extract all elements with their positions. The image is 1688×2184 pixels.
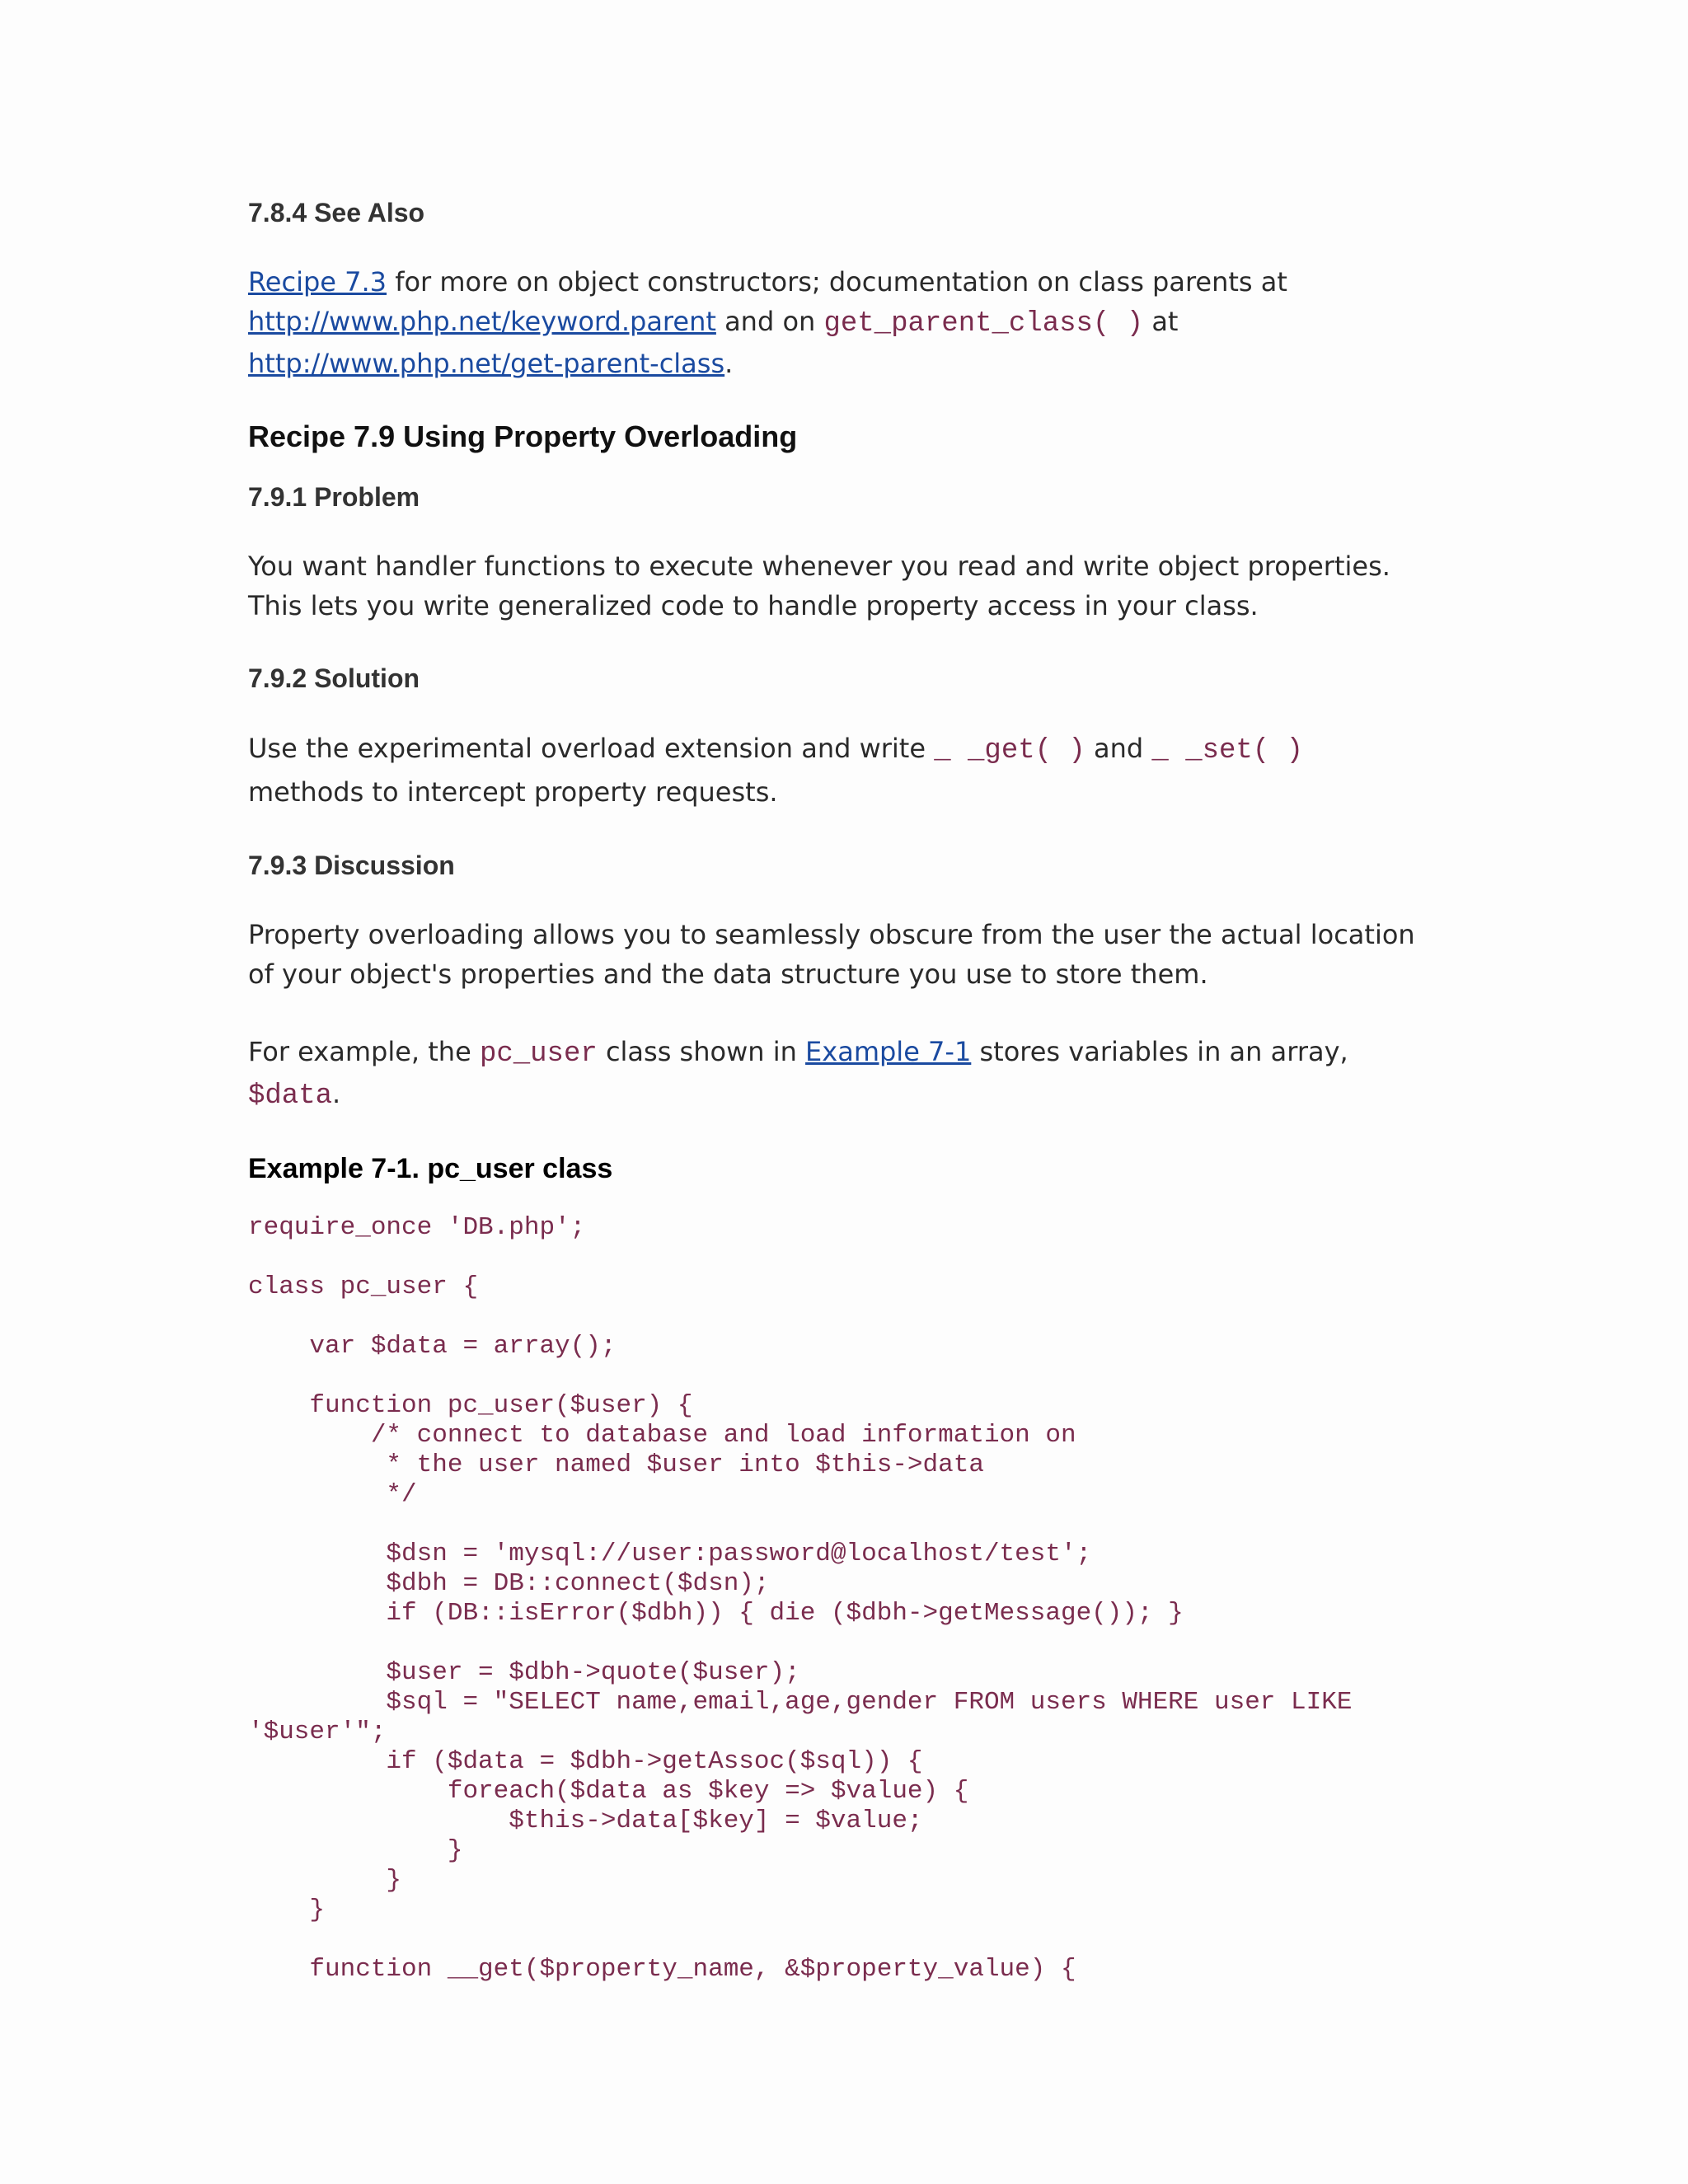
- solution-text-3: methods to intercept property requests.: [248, 776, 778, 808]
- data-variable-code: $data: [248, 1080, 333, 1112]
- problem-paragraph: You want handler functions to execute whenever you read and write object properties. This lets you write generalized code to handle property access in your class.: [248, 551, 1390, 621]
- solution-text-2: and: [1085, 733, 1152, 764]
- discussion-text-4: .: [332, 1078, 341, 1109]
- solution-heading: 7.9.2 Solution: [248, 663, 420, 693]
- recipe-7-3-link[interactable]: Recipe 7.3: [248, 266, 387, 298]
- see-also-heading: 7.8.4 See Also: [248, 198, 425, 227]
- solution-paragraph: [248, 728, 1427, 813]
- set-method-code: _ _set( ): [1151, 735, 1304, 766]
- get-method-code: _ _get( ): [934, 735, 1085, 766]
- example-7-1-link[interactable]: Example 7-1: [805, 1036, 972, 1067]
- discussion-text-1: For example, the: [248, 1036, 480, 1067]
- get-parent-class-code: get_parent_class( ): [823, 308, 1144, 340]
- example-title: Example 7-1. pc_user class: [248, 1153, 613, 1184]
- get-parent-class-link[interactable]: http://www.php.net/get-parent-class: [248, 348, 725, 379]
- document-content: [248, 194, 1443, 1985]
- discussion-text-3: stores variables in an array,: [971, 1036, 1348, 1067]
- see-also-text-3: at: [1143, 306, 1179, 337]
- see-also-text-4: .: [724, 348, 734, 379]
- see-also-text-1: for more on object constructors; documentation on class parents at: [387, 266, 1287, 298]
- see-also-text-2: and on: [715, 306, 824, 337]
- see-also-paragraph: [248, 262, 1443, 383]
- discussion-heading: 7.9.3 Discussion: [248, 851, 455, 880]
- pc-user-code: pc_user: [479, 1038, 598, 1070]
- problem-heading: 7.9.1 Problem: [248, 482, 420, 512]
- discussion-text-2: class shown in: [597, 1036, 806, 1067]
- solution-text-1: Use the experimental overload extension and write: [248, 733, 935, 764]
- keyword-parent-link[interactable]: http://www.php.net/keyword.parent: [248, 306, 716, 337]
- discussion-paragraph-1: Property overloading allows you to seamlessly obscure from the user the actual location of your object's properties and the data structure you use to store them.: [248, 919, 1415, 990]
- example-code-block: require_once 'DB.php'; class pc_user { var $data = array(); function pc_user($user) { /* connect to database and load information on * the user named $user into $this->data */ $dsn = 'mysql://user:password@localhost/test'; $dbh = DB::connect($dsn); if (DB::isError($dbh)) { die ($dbh->getMessage()); } $user = $dbh->quote($user); $sql = "SELECT name,email,age,gender FROM users WHERE user LIKE '$user'"; if ($data = $dbh->getAssoc($sql)) { foreach($data as $key => $value) { $this->data[$key] = $value; } } } function __get($property_name, &$property_value) {: [248, 1213, 1353, 1984]
- discussion-paragraph-2: [248, 1032, 1443, 1116]
- recipe-title: Recipe 7.9 Using Property Overloading: [248, 419, 798, 453]
